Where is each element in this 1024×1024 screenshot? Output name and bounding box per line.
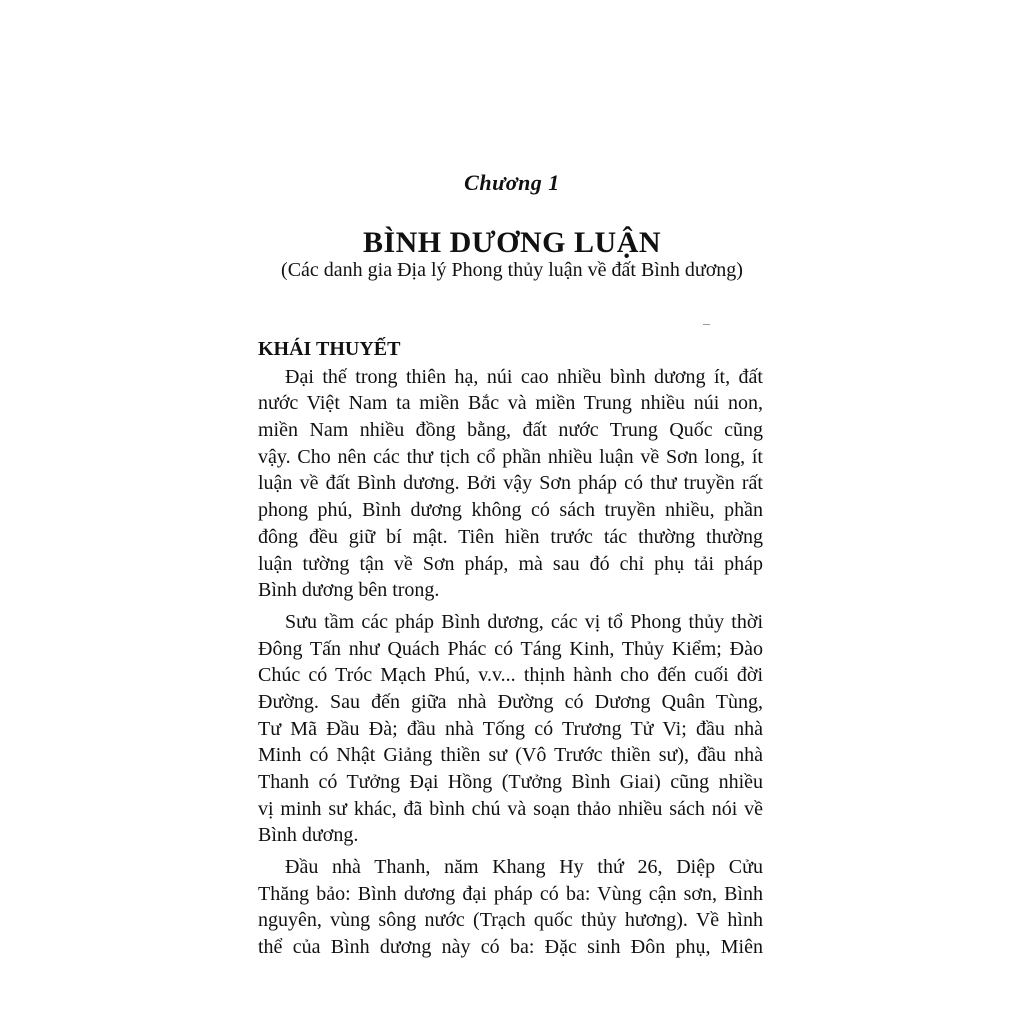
text-line: vậy. Cho nên các thư tịch cổ phần nhiều luận về Sơn long, ít — [258, 445, 763, 468]
paragraph — [258, 609, 763, 849]
text-line: nước Việt Nam ta miền Bắc và miền Trung nhiều núi non, — [258, 392, 763, 415]
text-line: đông đều giữ bí mật. Tiên hiền trước tác thường thường — [258, 525, 763, 548]
text-line: Chúc có Tróc Mạch Phú, v.v... thịnh hành cho đến cuối đời — [258, 664, 763, 687]
paragraph — [258, 854, 763, 961]
body-text — [258, 336, 763, 966]
text-line: Đại thế trong thiên hạ, núi cao nhiều bình dương ít, đất — [285, 365, 763, 388]
text-line: luận tường tận về Sơn pháp, mà sau đó chỉ phụ tải pháp — [258, 552, 763, 575]
print-speck — [703, 324, 710, 325]
text-line: Thanh có Tưởng Đại Hồng (Tưởng Bình Giai) cũng nhiều — [258, 771, 763, 794]
text-line: Đông Tấn như Quách Phác có Táng Kinh, Thủy Kiểm; Đào — [258, 637, 763, 660]
text-line: Bình dương bên trong. — [258, 579, 440, 602]
section-heading: KHÁI THUYẾT — [258, 338, 401, 360]
text-line: luận về đất Bình dương. Bởi vậy Sơn pháp có thư truyền rất — [258, 472, 763, 495]
text-line: Bình dương. — [258, 824, 359, 847]
paragraph — [258, 364, 763, 604]
text-line: nguyên, vùng sông nước (Trạch quốc thủy hương). Về hình — [258, 909, 763, 932]
text-line: Thăng bảo: Bình dương đại pháp có ba: Vùng cận sơn, Bình — [258, 882, 763, 905]
text-line: vị minh sư khác, đã bình chú và soạn thảo nhiều sách nói về — [258, 797, 763, 820]
paragraph-list — [258, 364, 763, 961]
text-line: Tư Mã Đầu Đà; đầu nhà Tống có Trương Tử Vi; đầu nhà — [258, 717, 763, 740]
chapter-label: Chương 1 — [464, 170, 560, 195]
chapter-subtitle: (Các danh gia Địa lý Phong thủy luận về đất Bình dương) — [281, 259, 743, 281]
text-line: Đường. Sau đến giữa nhà Đường có Dương Quân Tùng, — [258, 690, 763, 713]
text-line: Sưu tầm các pháp Bình dương, các vị tổ Phong thủy thời — [285, 610, 763, 633]
text-line: thể của Bình dương này có ba: Đặc sinh Đôn phụ, Miên — [258, 936, 763, 959]
text-line: Đầu nhà Thanh, năm Khang Hy thứ 26, Diệp Cửu — [285, 856, 763, 879]
chapter-title: BÌNH DƯƠNG LUẬN — [362, 226, 662, 259]
text-line: miền Nam nhiều đồng bằng, đất nước Trung Quốc cũng — [258, 419, 763, 442]
text-line: Minh có Nhật Giảng thiền sư (Vô Trước thiền sư), đầu nhà — [258, 744, 763, 767]
text-line: phong phú, Bình dương không có sách truyền nhiều, phần — [258, 499, 763, 522]
